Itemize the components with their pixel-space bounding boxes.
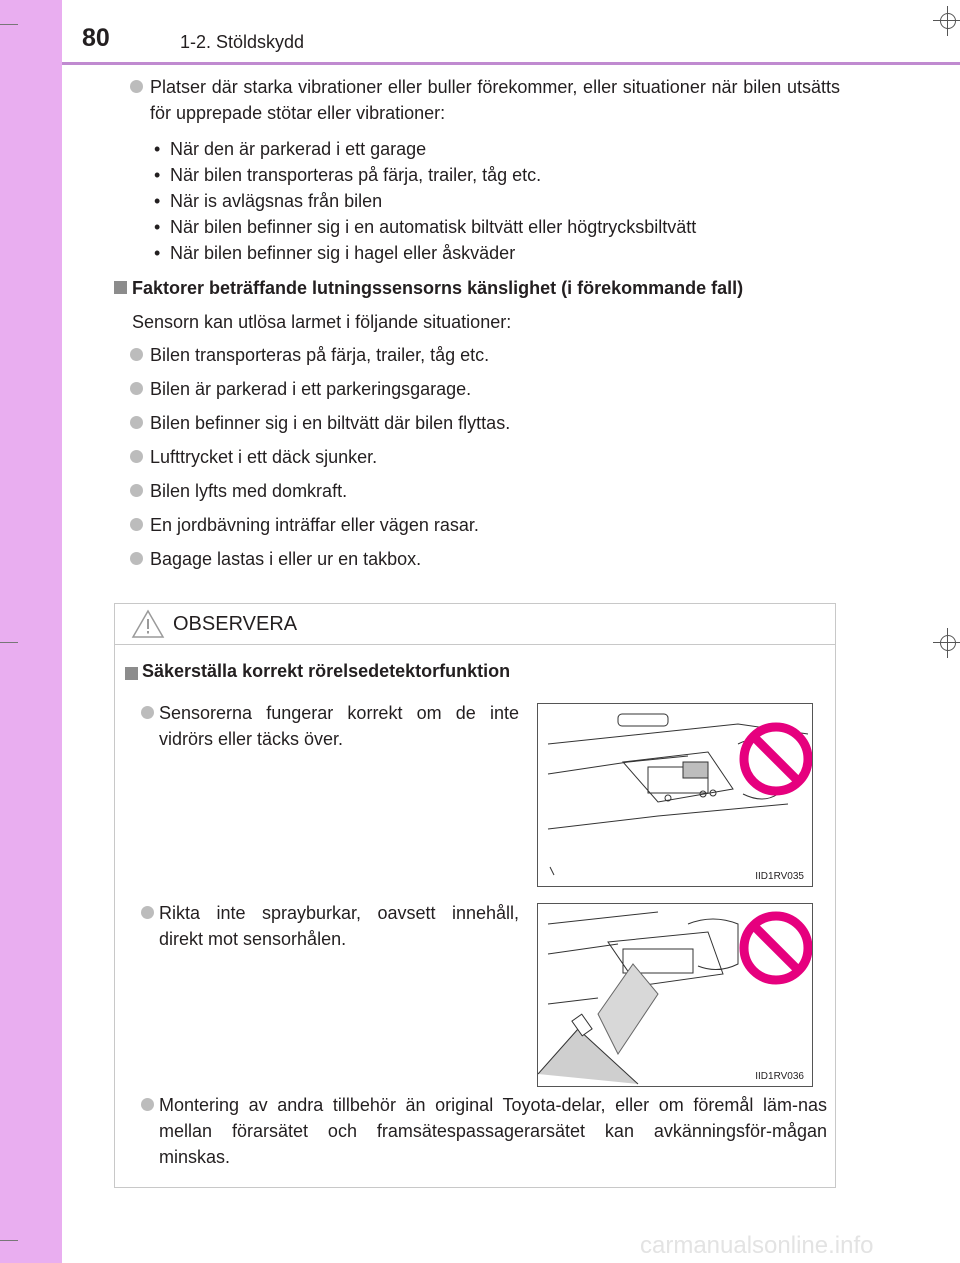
list-item-text: Bilen är parkerad i ett parkeringsgarage.: [150, 379, 472, 399]
bullet-dot: [130, 450, 143, 463]
watermark: carmanualsonline.info: [640, 1232, 874, 1259]
bullet-dot: [141, 1098, 154, 1111]
notice-title: OBSERVERA: [173, 613, 298, 635]
sub-item-text: När is avlägsnas från bilen: [170, 191, 383, 211]
page-number: 80: [82, 24, 110, 52]
sub-item-text: När bilen befinner sig i hagel eller åskväder: [170, 243, 516, 263]
crop-tick: [0, 642, 18, 643]
notice-item-text: Rikta inte sprayburkar, oavsett innehåll, direkt mot sensorhålen.: [159, 903, 519, 949]
bullet-dot: [130, 80, 143, 93]
figure-no-spray: [537, 903, 813, 1087]
list-item-text: Bagage lastas i eller ur en takbox.: [150, 549, 422, 569]
sub-item-text: När bilen befinner sig i en automatisk biltvätt eller högtrycksbiltvätt: [170, 217, 697, 237]
spray-can-illustration: [538, 904, 813, 1087]
section-title: 1-2. Stöldskydd: [180, 32, 305, 52]
crop-tick: [0, 24, 18, 25]
registration-mark-top: [933, 6, 960, 36]
bullet-dot: [130, 348, 143, 361]
list-item-text: Bilen befinner sig i en biltvätt där bilen flyttas.: [150, 413, 511, 433]
notice-item-text: Sensorerna fungerar korrekt om de inte vidrörs eller täcks över.: [159, 703, 519, 749]
header-rule: [62, 62, 960, 65]
bullet-dot: [130, 518, 143, 531]
figure-sensor-untouched: [537, 703, 813, 887]
notice-item-text: Montering av andra tillbehör än original Toyota-delar, eller om föremål läm-nas mellan förarsätet och framsätespassagerarsätet kan avkänningsför-mågan minskas.: [159, 1095, 827, 1167]
list-item-text: Bilen transporteras på färja, trailer, tåg etc.: [150, 345, 490, 365]
list-item-text: Bilen lyfts med domkraft.: [150, 481, 348, 501]
list-item-text: Lufttrycket i ett däck sjunker.: [150, 447, 378, 467]
registration-mark-middle: [933, 628, 960, 658]
bullet-dot: [130, 552, 143, 565]
sub-item-text: När den är parkerad i ett garage: [170, 139, 427, 159]
heading-square-icon: [125, 667, 138, 680]
bullet-dot: [141, 706, 154, 719]
heading-square-icon: [114, 281, 127, 294]
figure-label: IID1RV035: [755, 871, 804, 882]
notice-heading: Säkerställa korrekt rörelsedetektorfunktion: [142, 661, 511, 681]
side-color-bar: [0, 0, 62, 1263]
notice-box: [114, 603, 836, 1188]
section-heading: Faktorer beträffande lutningssensorns känslighet (i förekommande fall): [132, 278, 744, 298]
list-item-text: Platser där starka vibrationer eller buller förekommer, eller situationer när bilen utsätts för upprepade stötar eller vibrationer:: [150, 77, 840, 123]
section-intro: Sensorn kan utlösa larmet i följande situationer:: [132, 312, 512, 332]
bullet-dot: [130, 382, 143, 395]
bullet-dot: [141, 906, 154, 919]
bullet-dot: [130, 416, 143, 429]
list-item-text: En jordbävning inträffar eller vägen rasar.: [150, 515, 479, 535]
warning-triangle-icon: [131, 609, 165, 639]
notice-header: [115, 604, 835, 645]
figure-label: IID1RV036: [755, 1071, 804, 1082]
crop-tick: [0, 1240, 18, 1241]
overhead-console-illustration: [538, 704, 813, 887]
bullet-dot: [130, 484, 143, 497]
sub-item-text: När bilen transporteras på färja, trailer, tåg etc.: [170, 165, 542, 185]
